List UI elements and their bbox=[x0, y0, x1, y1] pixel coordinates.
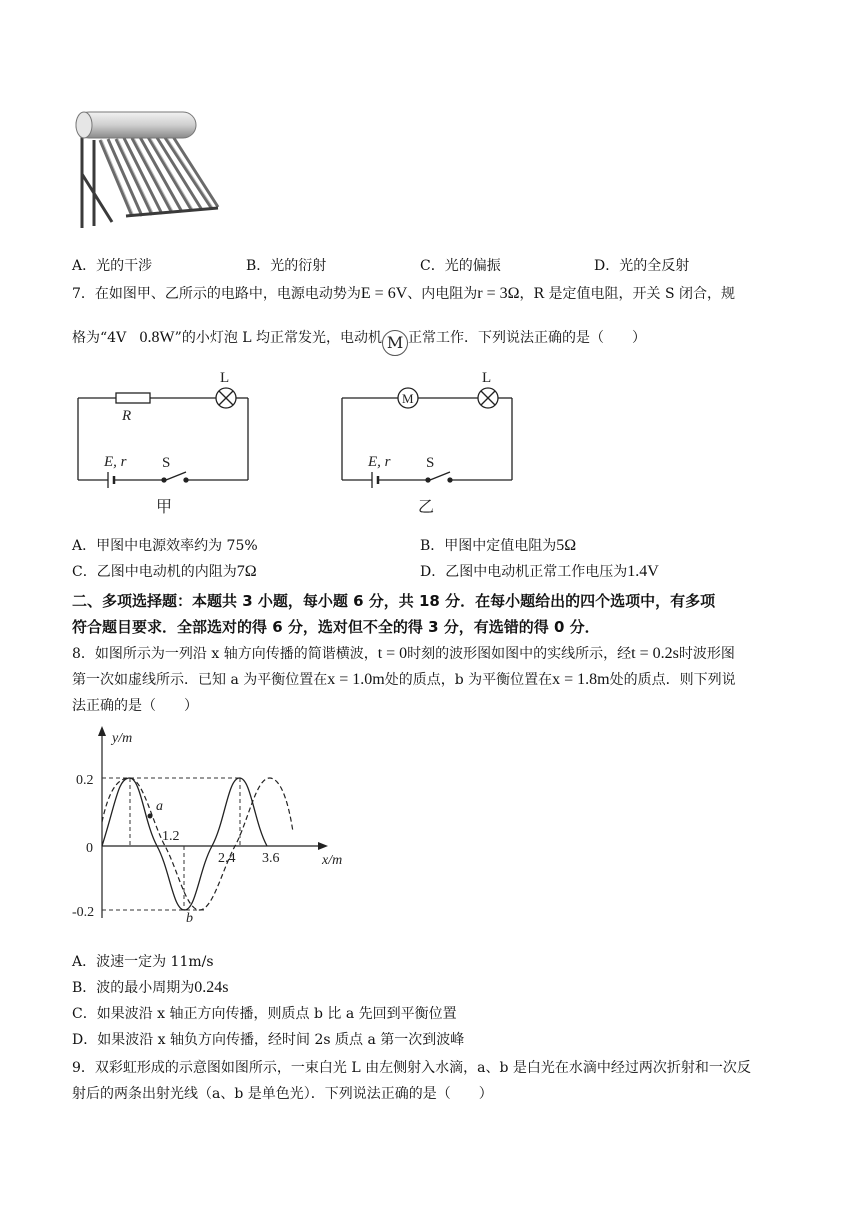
q8-text: 8．如图所示为一列沿 x 轴方向传播的简谐横波， bbox=[72, 646, 378, 662]
q7-emf: E = 6V bbox=[360, 285, 408, 302]
wave-point-a-label: a bbox=[156, 799, 163, 814]
q8-option-d: D．如果波沿 x 轴负方向传播，经时间 2s 质点 a 第一次到波峰 bbox=[72, 1032, 465, 1048]
wave-y-tick-0: 0 bbox=[86, 841, 93, 856]
q7-option-c bbox=[72, 562, 257, 582]
yi-motor-label: M bbox=[402, 391, 414, 406]
wave-x-tick-3.6: 3.6 bbox=[262, 851, 280, 866]
q7-text: 7．在如图甲、乙所示的电路中，电源电动势为 bbox=[72, 286, 361, 302]
q7-option-b-value: 5Ω bbox=[556, 537, 577, 554]
yi-source-label: E, r bbox=[368, 454, 391, 470]
q8-stem-line3: 法正确的是（ ） bbox=[72, 698, 198, 714]
jia-switch-label: S bbox=[162, 455, 171, 471]
jia-resistor-label: R bbox=[122, 408, 132, 424]
jia-caption: 甲 bbox=[156, 499, 173, 516]
q6-option-d: D．光的全反射 bbox=[594, 258, 690, 274]
wave-point-b-label: b bbox=[186, 911, 193, 926]
circuit-diagram-jia bbox=[68, 368, 268, 520]
q8-option-b-value: 0.24s bbox=[194, 979, 229, 996]
q6-option-c: C．光的偏振 bbox=[420, 258, 501, 274]
solar-water-heater-image bbox=[72, 104, 222, 232]
q8-stem-line1 bbox=[72, 644, 735, 664]
q7-option-b-text: B．甲图中定值电阻为 bbox=[420, 538, 557, 554]
q7-lamp-power: 0.8W bbox=[139, 329, 175, 346]
q7-option-b bbox=[420, 536, 576, 556]
jia-lamp-label: L bbox=[220, 370, 230, 386]
q7-internal-resistance: r = 3Ω bbox=[477, 285, 520, 302]
q8-text: 第一次如虚线所示．已知 a 为平衡位置在 bbox=[72, 672, 328, 688]
q9-stem-line2: 射后的两条出射光线（a、b 是单色光）．下列说法正确的是（ ） bbox=[72, 1086, 493, 1102]
q8-xa: x = 1.0m bbox=[327, 671, 385, 688]
wave-x-tick-2.4: 2.4 bbox=[218, 851, 236, 866]
q6-option-b: B．光的衍射 bbox=[246, 258, 327, 274]
q7-stem-line2 bbox=[72, 328, 646, 356]
q7-option-c-value: 7Ω bbox=[236, 563, 257, 580]
circuit-diagram-yi bbox=[332, 368, 532, 520]
q8-option-b-text: B．波的最小周期为 bbox=[72, 980, 195, 996]
q8-text: 处的质点．则下列说 bbox=[609, 672, 736, 688]
yi-lamp-label: L bbox=[482, 370, 492, 386]
wave-y-tick-neg0.2: -0.2 bbox=[72, 905, 95, 920]
q8-xb: x = 1.8m bbox=[552, 671, 610, 688]
q8-text: 时刻的波形图如图中的实线所示，经 bbox=[407, 646, 632, 662]
q7-text: ”的小灯泡 L 均正常发光，电动机 bbox=[174, 330, 383, 346]
q8-text: 处的质点，b 为平衡位置在 bbox=[384, 672, 553, 688]
q9-stem-line1: 9．双彩虹形成的示意图如图所示，一束白光 L 由左侧射入水滴，a、b 是白光在水滴中经过两次折射和一次反 bbox=[72, 1060, 751, 1076]
motor-icon: M bbox=[382, 330, 408, 356]
q7-option-d-text: D．乙图中电动机正常工作电压为 bbox=[420, 564, 628, 580]
q7-text: 正常工作．下列说法正确的是（ ） bbox=[408, 330, 647, 346]
yi-switch-label: S bbox=[426, 455, 435, 471]
q8-option-c: C．如果波沿 x 轴正方向传播，则质点 b 比 a 先回到平衡位置 bbox=[72, 1006, 457, 1022]
q7-text: ，R 是定值电阻，开关 S 闭合，规 bbox=[519, 286, 735, 302]
q8-option-a: A．波速一定为 11m/s bbox=[72, 954, 214, 970]
wave-graph bbox=[72, 722, 362, 926]
q6-option-a: A．光的干涉 bbox=[72, 258, 153, 274]
wave-y-axis-label: y/m bbox=[112, 731, 133, 746]
jia-source-label: E, r bbox=[104, 454, 127, 470]
yi-caption: 乙 bbox=[418, 499, 435, 516]
q8-text: 时波形图 bbox=[678, 646, 735, 662]
q7-option-d-value: 1.4V bbox=[627, 563, 659, 580]
q7-stem-line1 bbox=[72, 284, 735, 304]
q7-option-d bbox=[420, 562, 659, 582]
q7-option-c-text: C．乙图中电动机的内阻为 bbox=[72, 564, 237, 580]
q7-text: 格为“4V bbox=[72, 330, 127, 346]
section-2-heading-line1: 二、多项选择题：本题共 3 小题，每小题 6 分，共 18 分．在每小题给出的四个选项中，有多项 bbox=[72, 592, 716, 610]
wave-x-axis-label: x/m bbox=[322, 853, 343, 868]
q8-t0: t = 0 bbox=[377, 645, 408, 662]
wave-x-tick-1.2: 1.2 bbox=[162, 829, 180, 844]
q7-option-a: A．甲图中电源效率约为 75% bbox=[72, 538, 258, 554]
q8-option-b bbox=[72, 978, 229, 998]
q7-text: 、内电阻为 bbox=[407, 286, 478, 302]
section-2-heading-line2: 符合题目要求．全部选对的得 6 分，选对但不全的得 3 分，有选错的得 0 分． bbox=[72, 618, 600, 636]
wave-y-tick-0.2: 0.2 bbox=[76, 773, 94, 788]
q8-stem-line2 bbox=[72, 670, 736, 690]
q8-t1: t = 0.2s bbox=[631, 645, 679, 662]
